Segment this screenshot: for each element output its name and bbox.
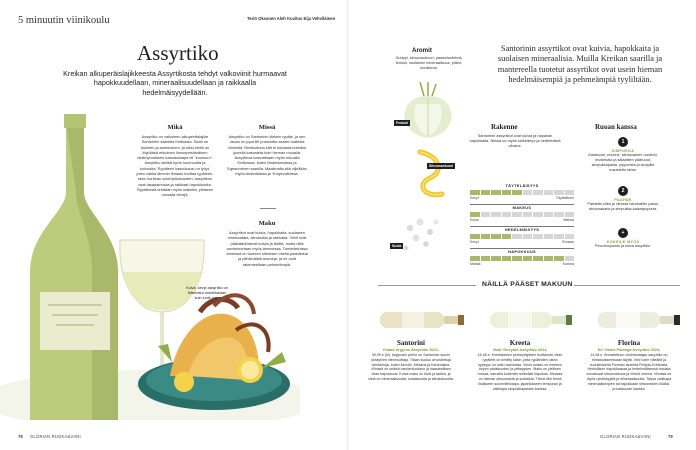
rakenne-text: Santorinin assyrtikot ovat kuivia ja napakan hapokkaita. Niissä on myös selkeämpi ja hedelmäisä viivaus. [469,133,561,149]
maku-text: Assyrtikot ovat kuivia, hapokkaita, suolaisen mineraalisia, sitruksisia ja raikkaita. Viinit ovat pääsääntöisesti kuivia ja tiiviitä, mutta niitä vanhennetaan myös tammessa. Tammitetuissa viineissä on tuoreen sitruksen ohella paahteisia ja pähkinäisiä aromeja, ja ne ovat rakenteeltaan pehmeämpiä. [226,230,308,267]
scale-high: Makea [563,218,574,222]
scale-segment [491,190,501,195]
scale-low: Kevyt [470,240,479,244]
aroma-tag-salt: Suola [392,244,402,248]
wine-name: Kir-Yianni Paranga Assyrtiko 2024, [597,348,661,352]
page-number-right: 79 [668,434,673,439]
scale-segment [502,212,512,217]
aromit-text: Greippi, sitruunankuori, paasiohedelmä, fenkoli, suolainen mineraalisuus, piikivi, kuusiema. [395,56,463,70]
scale-segment [470,234,480,239]
food-pairing-text: Paistettu siika ja viinissä haudutettu pasta, sitruunakana ja simpukka-kalarapupizza. [587,202,659,211]
scale-segment [491,256,501,261]
section-rule [378,285,476,286]
page-number-left: 78 [18,434,23,439]
scale-segment [481,190,491,195]
food-pairing-item [586,228,660,249]
scale-acidity [470,249,574,266]
scale-track [470,212,574,217]
missa-heading: Missä [258,124,276,131]
column-divider [260,208,276,209]
scale-label: MAKEUS [512,205,532,210]
publication-name-right: GLORIAN RUOKA&VIINI [600,434,651,439]
scale-segment [481,234,491,239]
scale-segment [565,234,575,239]
missa-text: Assyrtiko on Santorinin tärkein rypäle, ja sen osuus on jopa 80 prosenttia saaren kaikista viineistä. Nimikoituna sitä ei kuivasta koteista juurella kasvateta kuin hieman muualla. Assyrtikoa kasvatetaan myös muualla Kreikassa, kuten Makedoniassa ja Egeanmeren saarilla. Maailmalla sitä viljellään myös Australiassa ja Yhdysvalloissa. [227,134,307,177]
article-title: Assyrtiko [137,41,219,65]
scale-label: HAPOKKUUS [508,249,536,254]
scale-segment [491,212,501,217]
author-credit: Teriö Oksanen Aleh Kuvitus Eija Vehviläinen [247,16,336,21]
scale-segment [565,212,575,217]
food-pairing-text: Kalaruoat, ceviche, sitruunainen uunilohi, mustekala ja salaattien pääruoat, simpukkapasta, pippurista ja sinapilla maustettu tartar. [588,153,658,172]
scale-segment [523,234,533,239]
wine-description: 16,48 e. Kreetalainen perheyrityksen tuottaman viinin rypäleet on kerätty käsin, jotta rypäleiden oikea kypsyys on voitu varmistaa. Viinin tuoksu on mieleen keyen päriskuuden ja yrttisyyden. Maku on ylellisen runsas, sarnalla kuitenkin selkeästi hapokas. Maussa on hieman sitruunaista ja suolaista. Tämä viini toimii lisäkseen suunnittelutapa, japanilaiseen tempuran ja valkkapa simpukkapastan kanssa. [477,353,563,391]
wine-item [586,339,672,391]
bottle-icon [598,312,680,328]
scale-segment [512,256,522,261]
scale-low: Matala [470,262,481,266]
scale-segment [544,234,554,239]
wine-item [368,339,454,382]
article-lead: Kreikan alkuperäislajikkeesta Assyrtikosta tehdyt valkoviinit hurmaavat hapokkuudellaan, mineraalisuudellaan ja raikkaalla hedelmäisyydellään. [63,69,287,97]
scale-segment [533,190,543,195]
scale-low: Kuiva [470,218,479,222]
scale-segment [565,190,575,195]
wine-region: Santorini [396,339,425,347]
scale-segment [544,256,554,261]
illustration-caption: Kuiva, kevyt assyrtiko on friteeratut mustekalaan kuin luotu pari. [186,286,228,300]
scale-segment [470,212,480,217]
food-pairing-heading: PAAHDE [614,198,632,202]
bottle-icon [380,312,464,328]
scale-label: TÄYTELÄISYYS [505,183,539,188]
scale-track [470,256,574,261]
scale-segment [502,234,512,239]
food-pairing-heading: SIMPUKKA [611,149,635,153]
scale-track [470,190,574,195]
food-pairing-heading: KOKEILE MYÖS [606,240,640,244]
ruoan-kanssa-heading: Ruoan kanssa [595,123,637,131]
scale-high: Korkea [562,262,574,266]
mika-text: Assyrtiko on valkoinen alkuperäislajike Santorinin saarelta Kreikasta. Saari on tuulinen ja aurinkoinen, ja siksi sieltä on löytötäsä erikoinen linnunpesämäinen viiniköynnöksen kasvatustapa eli "koulouro". Assyrtiko sietää hyvin kuumuutta ja kuivuutta. Rypäleen kasvukausi on lyhyt, joten vakka lämmin ilmasto tuottaa rypäleenseen korkean sokeripitoisuuden, assyrtikon osat tasapainossa ja raikkaat hapokkuutta. Rypäleestä tehdään myös makeita, yleiseen runsaita viinejä. [136,134,214,198]
wine-region: Kreeta [509,339,531,347]
scale-segment [470,256,480,261]
series-title: 5 minuutin viinikoulu [18,15,110,26]
wine-name: Vidal Vineyard Assyrtiko 2023, [492,348,548,352]
wine-description: 39,99 e (hi). Argyrosin perhe on Santorinin suurin yksityinen viinintuottaja. Tilaan kuuluu arvostettuja viinitarhoja, kuten Akrotiri, Mesaria ja Kartenakos. Viinissä on selkeä hanhentuoksun ja haasteellisen rikas hapokkuus. Kuiva maku on tiivis ja tarkka, ja siinä on mineraalisuutta, suolaisuutta ja sitruksisuutta. [368,353,454,381]
pull-quote: Santorinin assyrtikot ovat kuivia, hapokkaita ja suolaisen mineraalisia. Muilla Kreikan saarilla ja mantereella tuotetut assyrtikot ovat usein hieman hedelmäisempiä ja pehmeämpiä tyyliltään. [497,44,663,84]
scale-sweetness [470,205,574,222]
scale-segment [533,256,543,261]
scale-segment [544,190,554,195]
scale-segment [533,234,543,239]
wine-item [477,339,563,391]
wine-description: 14,98 e. Arvostettuun viinintuottajan assyrtiko on hintatuokseessaan täyttä. Viini tulee viileältä ja vuoristoiselta Florinan alueelta Pohjois-Kreikasta. Herkullisen hapokkaassa ja hedelmällisessä mausta korostuvat sitruunaisuus ja vihreä omena. Viinissä on myös ryhdikkyyttä ja mineraalisuutta. Tarjoa valkkapa mineraalisimpien tai hapokkaan vihannesten lisäksi, ja kalaruoan kanssa. [586,353,672,391]
bottle-icon [490,312,572,328]
food-pairing-text: Pecorinojuusto ja kuiva assyrtiko. [594,244,652,248]
section-rule [574,285,680,286]
scale-segment [512,190,522,195]
scale-segment [554,190,564,195]
scale-segment [470,190,480,195]
wine-name: Estate Argyros Assyrtiko 2023, [383,348,439,352]
scale-segment [512,212,522,217]
aroma-tag-lemon-zest: Sitruunankuori [429,164,454,168]
mika-heading: Mikä [167,124,183,131]
scale-segment [554,256,564,261]
scale-label: HEDELMÄISYYS [504,227,540,232]
scale-segment [554,212,564,217]
spread-gutter [347,0,349,450]
scale-low: Kevyt [470,196,479,200]
scale-segment [523,212,533,217]
scale-fruitiness [470,227,574,244]
scale-segment [554,234,564,239]
scale-segment [491,234,501,239]
scale-segment [502,256,512,261]
scale-segment [523,256,533,261]
scale-segment [502,190,512,195]
rakenne-heading: Rakenne [491,123,518,131]
publication-name-left: GLORIAN RUOKA&VIINI [30,434,81,439]
scale-segment [512,234,522,239]
scale-segment [533,212,543,217]
scale-segment [481,212,491,217]
wine-bottles-row [372,300,684,340]
scale-segment [523,190,533,195]
food-pairing-item [586,137,660,173]
wines-heading: NÄILLÄ PÄÄSET MAKUUN [482,281,573,288]
scale-track [470,234,574,239]
food-pairing-item [586,186,660,212]
scale-segment [565,256,575,261]
scale-body [470,183,574,200]
food-pairing-number: 1 [618,137,628,147]
scale-segment [544,212,554,217]
wine-region: Florina [617,339,641,347]
food-pairing-number: + [618,228,628,238]
food-pairing-number: 2 [618,186,628,196]
aroma-tag-fennel: Fenkoli [396,121,408,125]
scale-segment [481,256,491,261]
scale-high: Runsas [562,240,574,244]
scale-high: Täyteläinen [555,196,574,200]
maku-heading: Maku [258,220,276,227]
aromit-heading: Aromit [412,47,432,54]
